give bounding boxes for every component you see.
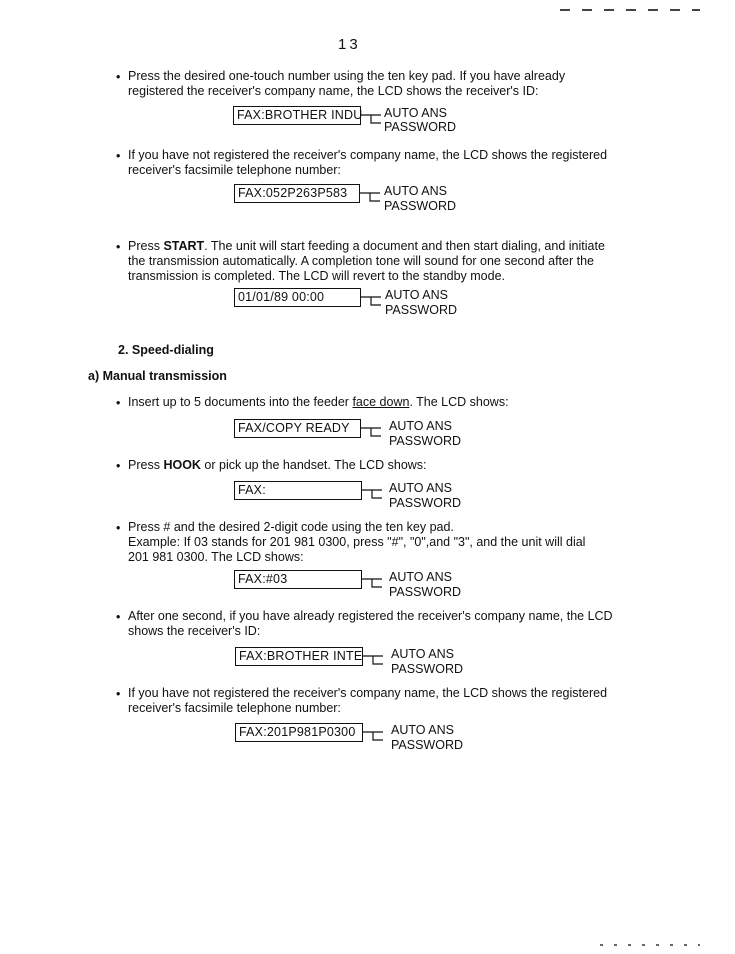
bullet: • <box>116 240 121 254</box>
bullet: • <box>116 149 121 163</box>
bullet: • <box>116 459 121 473</box>
text-line: 201 981 0300. The LCD shows: <box>128 550 304 564</box>
key-hook: HOOK <box>163 458 201 472</box>
option-password: PASSWORD <box>384 120 456 134</box>
lcd-display: FAX:201P981P0300 <box>235 723 363 742</box>
paragraph-press-hash <box>128 520 628 565</box>
lcd-display: FAX: <box>234 481 362 500</box>
option-auto-ans: AUTO ANS <box>389 570 452 584</box>
lcd-display: 01/01/89 00:00 <box>234 288 361 307</box>
bullet: • <box>116 396 121 410</box>
text-line: If you have not registered the receiver's company name, the LCD shows the registered <box>128 148 608 162</box>
text-line: shows the receiver's ID: <box>128 624 261 638</box>
scan-artifact-top <box>560 9 700 11</box>
paragraph-after-one-second <box>128 609 628 639</box>
lcd-display: FAX:052P263P583 <box>234 184 360 203</box>
text-fragment: Press <box>128 239 164 253</box>
lcd-connector-icon <box>361 419 383 451</box>
text-line: transmission is completed. The LCD will revert to the standby mode. <box>128 269 506 283</box>
text-underlined: face down <box>352 395 410 409</box>
option-auto-ans: AUTO ANS <box>385 288 448 302</box>
text-line: Press # and the desired 2-digit code using the ten key pad. <box>128 520 454 534</box>
bullet: • <box>116 521 121 535</box>
text-line: receiver's facsimile telephone number: <box>128 163 341 177</box>
text-line: the transmission automatically. A completion tone will sound for one second after the <box>128 254 594 268</box>
option-password: PASSWORD <box>389 434 461 448</box>
text-fragment: . The LCD shows: <box>409 395 509 409</box>
paragraph-press-start <box>128 239 628 284</box>
lcd-display: FAX:BROTHER INDU <box>233 106 361 125</box>
option-auto-ans: AUTO ANS <box>384 106 447 120</box>
lcd-display: FAX:#03 <box>234 570 362 589</box>
heading-manual-transmission: a) Manual transmission <box>88 369 227 383</box>
scan-artifact-bottom <box>600 944 700 946</box>
option-auto-ans: AUTO ANS <box>391 647 454 661</box>
text-fragment: or pick up the handset. The LCD shows: <box>200 458 427 472</box>
bullet: • <box>116 610 121 624</box>
lcd-display: FAX/COPY READY <box>234 419 361 438</box>
option-password: PASSWORD <box>389 496 461 510</box>
text-line: Press the desired one-touch number using the ten key pad. If you have already <box>128 69 566 83</box>
lcd-connector-icon <box>362 481 384 513</box>
text-line: registered the receiver's company name, the LCD shows the receiver's ID: <box>128 84 539 98</box>
option-password: PASSWORD <box>391 662 463 676</box>
paragraph-press-hook <box>128 458 628 473</box>
text-fragment: Insert up to 5 documents into the feeder <box>128 395 353 409</box>
lcd-connector-icon <box>363 647 385 679</box>
key-start: START <box>163 239 205 253</box>
bullet: • <box>116 687 121 701</box>
option-auto-ans: AUTO ANS <box>391 723 454 737</box>
option-password: PASSWORD <box>384 199 456 213</box>
lcd-connector-icon <box>361 106 383 138</box>
option-password: PASSWORD <box>389 585 461 599</box>
text-line: If you have not registered the receiver's company name, the LCD shows the registered <box>128 686 608 700</box>
text-fragment: . The unit will start feeding a document and then start dialing, and initiate <box>204 239 605 253</box>
paragraph-insert-docs <box>128 395 628 410</box>
text-fragment: Press <box>128 458 164 472</box>
text-line: After one second, if you have already registered the receiver's company name, the LCD <box>128 609 613 623</box>
option-auto-ans: AUTO ANS <box>389 481 452 495</box>
option-password: PASSWORD <box>391 738 463 752</box>
lcd-connector-icon <box>360 184 382 216</box>
lcd-connector-icon <box>362 570 384 602</box>
paragraph-not-registered <box>128 686 628 716</box>
bullet: • <box>116 70 121 84</box>
lcd-connector-icon <box>361 288 383 320</box>
lcd-display: FAX:BROTHER INTE <box>235 647 363 666</box>
page-number: 13 <box>338 36 361 53</box>
paragraph-one-touch-company <box>128 69 628 99</box>
option-auto-ans: AUTO ANS <box>384 184 447 198</box>
lcd-connector-icon <box>363 723 385 755</box>
option-auto-ans: AUTO ANS <box>389 419 452 433</box>
option-password: PASSWORD <box>385 303 457 317</box>
text-line: receiver's facsimile telephone number: <box>128 701 341 715</box>
heading-speed-dialing: 2. Speed-dialing <box>118 343 214 357</box>
text-line: Example: If 03 stands for 201 981 0300, press "#", "0",and "3", and the unit will dial <box>128 535 586 549</box>
paragraph-one-touch-number <box>128 148 628 178</box>
